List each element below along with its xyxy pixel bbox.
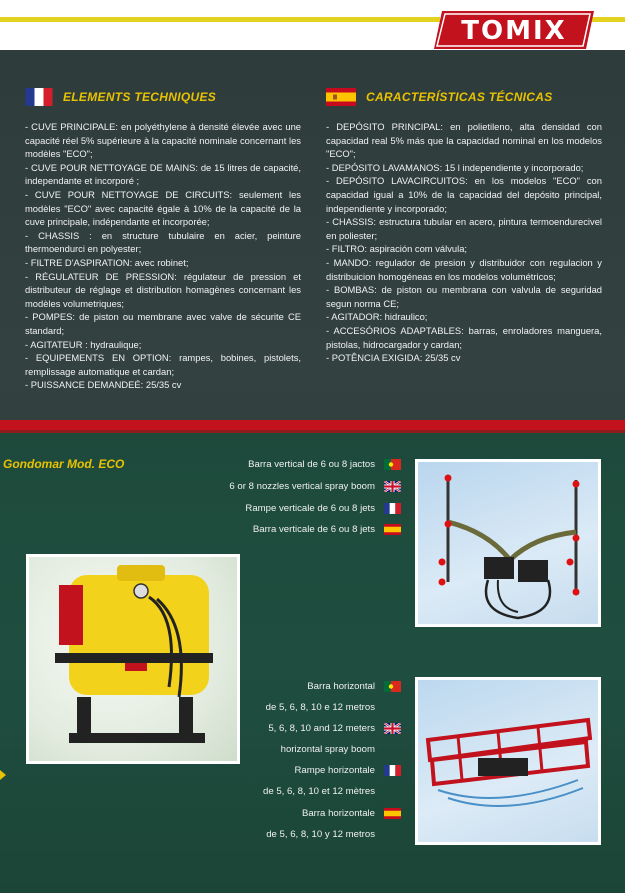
portugal-flag-icon xyxy=(384,681,401,692)
spain-flag-icon xyxy=(384,808,401,819)
uk-flag-icon xyxy=(384,723,401,734)
spanish-paragraph: - DEPÓSITO PRINCIPAL: en polietileno, alta densidad con capacidad real 5% más que la capacidad nominal en los modelos "ECO"; xyxy=(326,121,602,160)
vertical-boom-label-en: 6 or 8 nozzles vertical spray boom xyxy=(229,481,375,492)
svg-text:TOMIX: TOMIX xyxy=(461,16,567,46)
horizontal-boom-label-en: horizontal spray boom xyxy=(280,744,375,755)
horizontal-boom-label-fr: Rampe horizontale xyxy=(294,765,375,776)
portugal-flag-icon xyxy=(384,459,401,470)
spanish-paragraph: - POTÊNCIA EXIGIDA: 25/35 cv xyxy=(326,352,461,364)
horizontal-boom-size-en: 5, 6, 8, 10 and 12 meters xyxy=(268,723,375,734)
red-divider-band xyxy=(0,420,625,430)
spanish-paragraph: - BOMBAS: de piston ou membrana con valvula de seguridad segun norma CE; xyxy=(326,284,602,309)
france-flag-icon xyxy=(25,88,53,106)
french-paragraph: - EQUIPEMENTS EN OPTION: rampes, bobines, pistolets, remplissage automatique et cardan; xyxy=(25,352,301,377)
spanish-paragraph: - DEPÓSITO LAVACIRCUITOS: en los modelos "ECO" con capacidad igual a 10% de la capacidad del depósito principal, independiente y incorporado; xyxy=(326,175,602,214)
spain-flag-icon xyxy=(326,88,356,106)
vertical-boom-label-pt: Barra vertical de 6 ou 8 jactos xyxy=(248,459,375,470)
spanish-paragraph: - CHASSIS: estructura tubular en acero, pintura termoendurecivel en poliester; xyxy=(326,216,602,241)
spanish-paragraph: - ACCESÓRIOS ADAPTABLES: barras, enroladores manguera, pistolas, hidrocargador y cardan; xyxy=(326,324,602,350)
horizontal-boom-size-es: de 5, 6, 8, 10 y 12 metros xyxy=(266,829,375,840)
vertical-boom-photo xyxy=(415,459,601,627)
spanish-text xyxy=(326,120,602,365)
french-paragraph: - CUVE POUR NETTOYAGE DE CIRCUITS: seulement les modèles "ECO" avec capacité égale à 10% de la capacité de la cuve principale, indépendante et incorporée; xyxy=(25,188,301,228)
french-paragraph: - CUVE PRINCIPALE: en polyéthylene à densité élevée avec une capacité réel 5% supérieure à la capacité nominale concernant les modèles "ECO"; xyxy=(25,121,301,160)
french-paragraph: - PUISSANCE DEMANDEÉ: 25/35 cv xyxy=(25,379,182,391)
french-paragraph: - FILTRE D'ASPIRATION: avec robinet; xyxy=(25,256,189,268)
horizontal-boom-illustration xyxy=(418,680,598,842)
model-name: Gondomar Mod. ECO xyxy=(3,457,125,471)
french-paragraph: - POMPES: de piston ou membrane avec valve de sécurite CE standard; xyxy=(25,311,301,336)
tomix-logo xyxy=(428,3,600,55)
vertical-boom-illustration xyxy=(418,462,598,624)
header-rule xyxy=(0,17,440,22)
french-paragraph: - CUVE POUR NETTOYAGE DE MAINS: de 15 litres de capacité, independante et incorporé ; xyxy=(25,161,301,187)
france-flag-icon xyxy=(384,503,401,514)
horizontal-boom-size-pt: de 5, 6, 8, 10 e 12 metros xyxy=(265,702,375,713)
spain-flag-icon xyxy=(384,524,401,535)
french-paragraph: - CHASSIS : en structure tubulaire en acier, peinture thermoendurci en polyester; xyxy=(25,229,301,255)
french-text xyxy=(25,120,301,392)
vertical-boom-label-es: Barra verticale de 6 ou 8 jets xyxy=(252,524,375,535)
french-paragraph: - RÉGULATEUR DE PRESSION: régulateur de pression et distributeur de réglage et distribution homagènes concernant les modèles volumetriques; xyxy=(25,270,301,309)
spanish-section-header xyxy=(326,88,553,106)
spanish-title: CARACTERÍSTICAS TÉCNICAS xyxy=(366,90,553,104)
horizontal-boom-label-es: Barra horizontale xyxy=(301,808,375,819)
vertical-boom-label-fr: Rampe verticale de 6 ou 8 jets xyxy=(245,503,375,514)
french-paragraph: - AGITATEUR : hydraulique; xyxy=(25,338,142,350)
horizontal-boom-label-pt: Barra horizontal xyxy=(307,681,375,692)
spanish-paragraph: - MANDO: regulador de presion y distribuidor con regulacion y distribuicion homogéneas en los modelos volumétricos; xyxy=(326,256,602,282)
uk-flag-icon xyxy=(384,481,401,492)
france-flag-icon xyxy=(384,765,401,776)
sprayer-illustration xyxy=(29,557,237,761)
french-section-header xyxy=(25,88,216,106)
spanish-paragraph: - FILTRO: aspiración com válvula; xyxy=(326,243,468,255)
horizontal-boom-size-fr: de 5, 6, 8, 10 et 12 mètres xyxy=(263,786,375,797)
spanish-paragraph: - DEPÓSITO LAVAMANOS: 15 l independiente y incorporado; xyxy=(326,161,584,173)
horizontal-boom-photo xyxy=(415,677,601,845)
page-arrow-icon xyxy=(0,770,6,780)
sprayer-photo xyxy=(26,554,240,764)
spanish-paragraph: - AGITADOR: hidraulico; xyxy=(326,311,428,323)
french-title: ELEMENTS TECHNIQUES xyxy=(63,90,217,104)
